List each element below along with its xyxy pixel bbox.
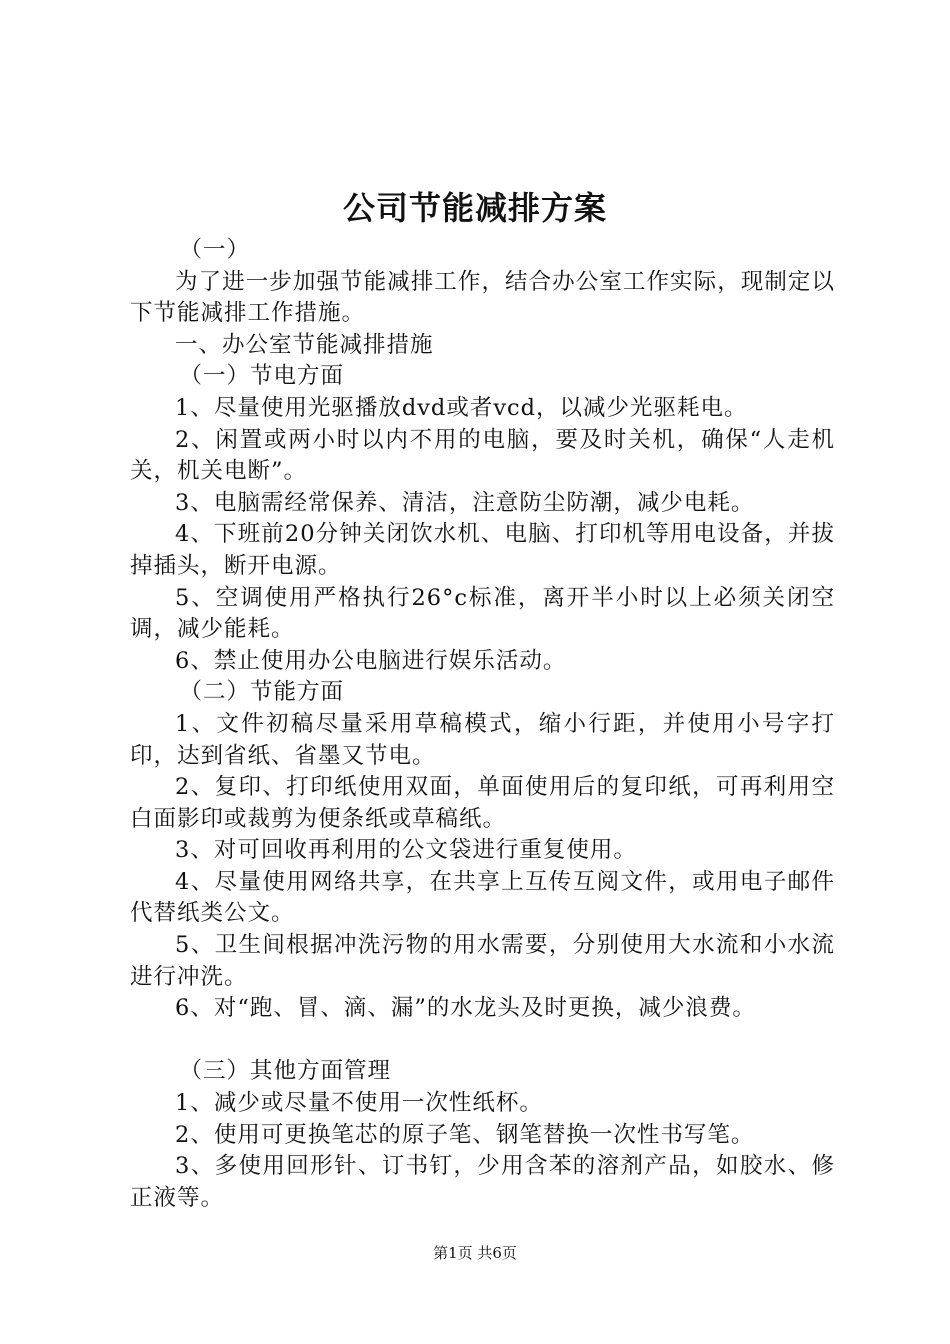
list-item: 3、多使用回形针、订书钉，少用含苯的溶剂产品，如胶水、修正液等。 <box>130 1153 835 1211</box>
list-item: 1、减少或尽量不使用一次性纸杯。 <box>175 1090 543 1117</box>
list-item: 1、尽量使用光驱播放dvd或者vcd，以减少光驱耗电。 <box>175 394 748 421</box>
list-item: 2、闲置或两小时以内不用的电脑，要及时关机，确保“人走机关，机关电断”。 <box>130 426 835 485</box>
list-item: 4、下班前20分钟关闭饮水机、电脑、打印机等用电设备，并拔掉插头，断开电源。 <box>130 521 835 579</box>
list-item: 3、电脑需经常保养、清洁，注意防尘防潮，减少电耗。 <box>175 489 755 516</box>
page-number: 第1页 共6页 <box>433 1244 517 1262</box>
page-title: 公司节能减排方案 <box>342 189 607 227</box>
subsection-heading-other: （三）其他方面管理 <box>179 1058 392 1085</box>
list-item: 4、尽量使用网络共享，在共享上互传互阅文件，或用电子邮件代替纸类公文。 <box>130 868 835 927</box>
list-item: 5、空调使用严格执行26°c标准，离开半小时以上必须关闭空调，减少能耗。 <box>130 584 835 643</box>
section-heading: 一、办公室节能减排措施 <box>175 331 434 358</box>
intro-paragraph: 为了进一步加强节能减排工作，结合办公室工作实际，现制定以下节能减排工作措施。 <box>130 268 835 327</box>
list-item: 6、对“跑、冒、滴、漏”的水龙头及时更换，减少浪费。 <box>175 995 756 1022</box>
list-item: 1、文件初稿尽量采用草稿模式，缩小行距，并使用小号字打印，达到省纸、省墨又节电。 <box>130 710 835 769</box>
section-marker: （一） <box>179 237 251 263</box>
blank-line <box>130 1025 835 1057</box>
list-item: 2、使用可更换笔芯的原子笔、钢笔替换一次性书写笔。 <box>175 1121 755 1148</box>
list-item: 6、禁止使用办公电脑进行娱乐活动。 <box>175 647 567 674</box>
list-item: 3、对可回收再利用的公文袋进行重复使用。 <box>175 837 637 864</box>
document-body <box>130 235 835 1214</box>
list-item: 5、卫生间根据冲洗污物的用水需要，分别使用大水流和小水流进行冲洗。 <box>130 932 835 990</box>
list-item: 2、复印、打印纸使用双面，单面使用后的复印纸，可再利用空白面影印或裁剪为便条纸或草稿纸。 <box>130 774 835 832</box>
subsection-heading-power: （一）节电方面 <box>179 363 345 390</box>
subsection-heading-energy: （二）节能方面 <box>179 679 345 706</box>
